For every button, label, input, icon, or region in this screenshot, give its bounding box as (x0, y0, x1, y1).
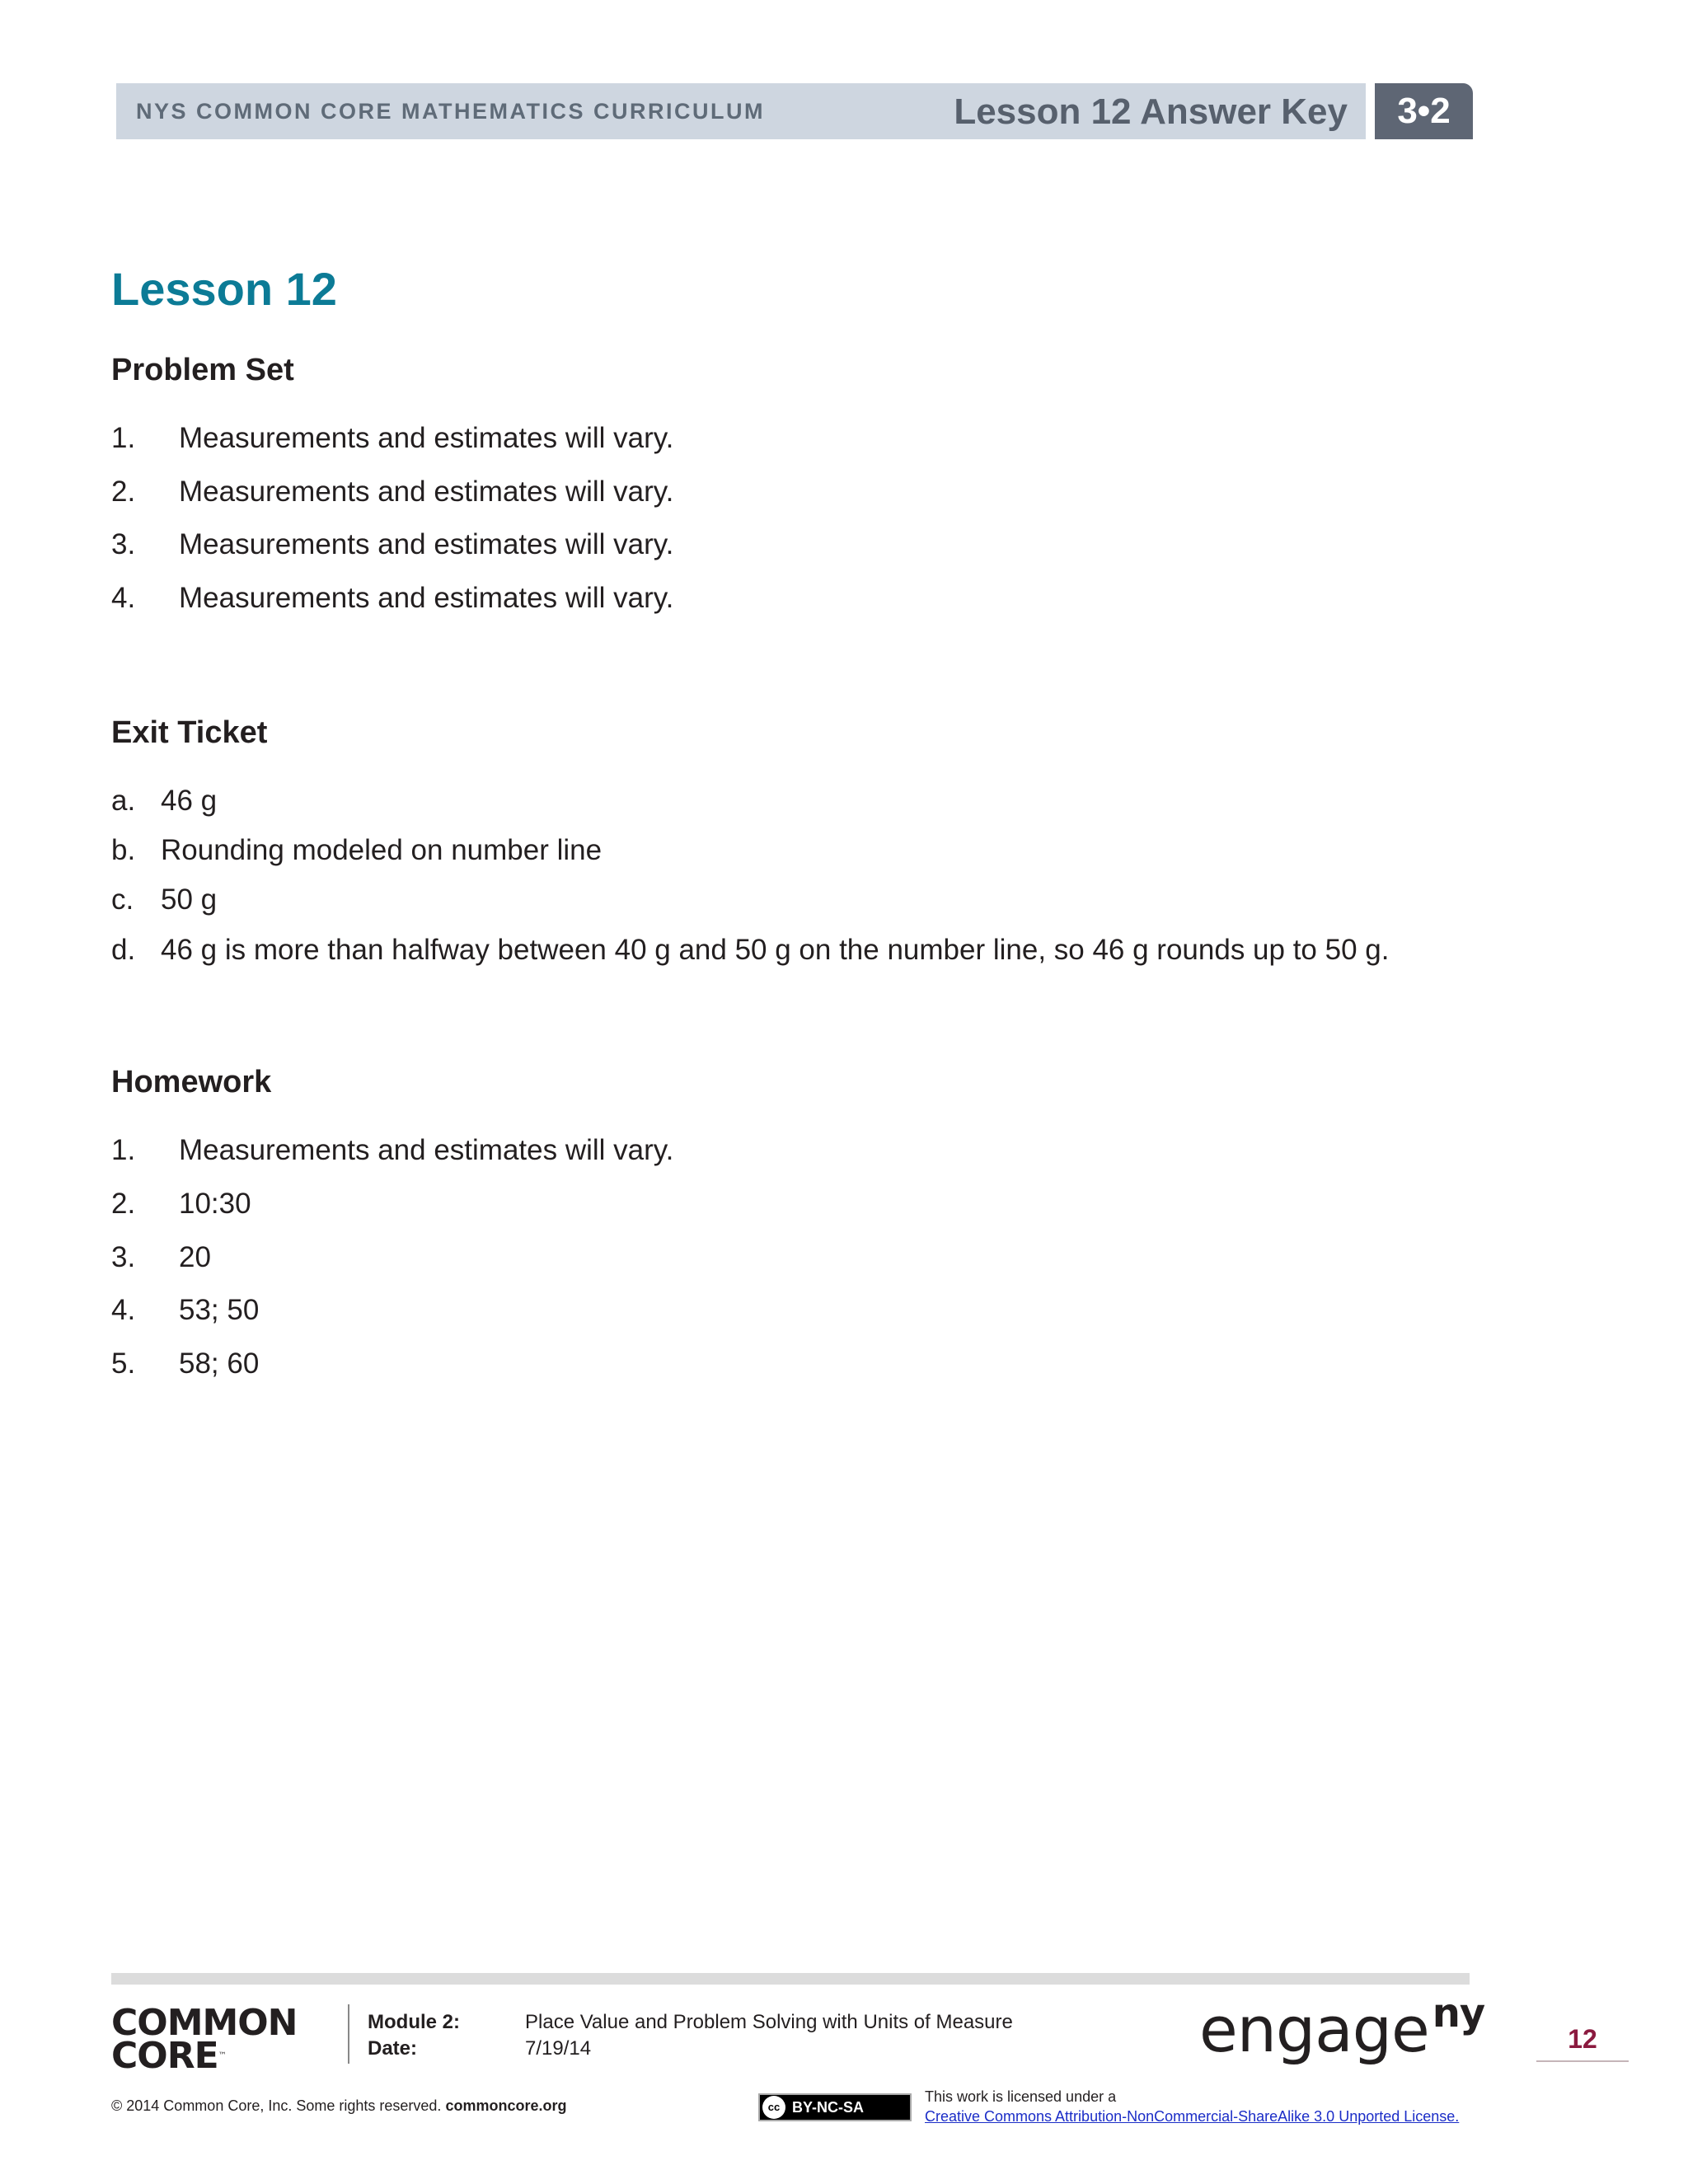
item-text: Measurements and estimates will vary. (179, 528, 674, 560)
item-number: 3. (111, 1241, 136, 1273)
item-text: Measurements and estimates will vary. (179, 476, 674, 508)
item-text: 58; 60 (179, 1347, 260, 1380)
homework-item (111, 1185, 251, 1223)
logo-word-core: CORE (111, 2035, 218, 2077)
page-number-rule (1536, 2060, 1629, 2062)
footer-rule (111, 1973, 1470, 1985)
logo-line-2 (111, 2035, 309, 2077)
lesson-answer-key-title: Lesson 12 Answer Key (954, 91, 1348, 132)
item-number: 1. (111, 422, 136, 454)
cc-badge-text: BY-NC-SA (792, 2098, 865, 2116)
trademark-mark: ™ (218, 2051, 226, 2060)
engageny-logo (1199, 1990, 1485, 2066)
homework-item (111, 1239, 211, 1277)
item-text: 10:30 (179, 1188, 251, 1220)
lesson-title: Lesson 12 (111, 263, 337, 315)
common-core-logo (111, 2002, 309, 2077)
item-number: 4. (111, 582, 136, 614)
grade-module-badge: 3•2 (1375, 83, 1473, 139)
problem-set-heading: Problem Set (111, 353, 294, 387)
item-text: Rounding modeled on number line (161, 834, 603, 866)
problem-set-item (111, 419, 673, 457)
problem-set-item (111, 473, 673, 511)
cc-license-badge (758, 2093, 912, 2121)
item-text: Measurements and estimates will vary. (179, 422, 674, 454)
item-text: 46 g (161, 785, 218, 817)
cc-icon: cc (762, 2096, 785, 2119)
problem-set-item (111, 579, 673, 617)
item-letter: b. (111, 834, 136, 866)
copyright-site: commoncore.org (445, 2097, 567, 2114)
homework-heading: Homework (111, 1065, 272, 1099)
homework-item (111, 1132, 673, 1169)
exit-ticket-item (111, 782, 217, 820)
exit-ticket-item (111, 881, 217, 919)
problem-set-item (111, 526, 673, 564)
item-text: 20 (179, 1241, 211, 1273)
item-text: 53; 50 (179, 1294, 260, 1326)
module-value: Place Value and Problem Solving with Units of Measure (525, 2011, 1013, 2033)
footer-divider (348, 2004, 349, 2064)
item-number: 2. (111, 1188, 136, 1220)
module-label: Module 2: (368, 2011, 460, 2033)
item-letter: c. (111, 883, 134, 916)
date-value: 7/19/14 (525, 2037, 592, 2060)
license-intro: This work is licensed under a (925, 2088, 1117, 2105)
exit-ticket-item (111, 832, 602, 869)
curriculum-title: NYS COMMON CORE MATHEMATICS CURRICULUM (136, 99, 765, 124)
exit-ticket-heading: Exit Ticket (111, 715, 268, 750)
engage-word: engage (1199, 1993, 1429, 2066)
ny-word: ny (1432, 1990, 1485, 2036)
item-text: Measurements and estimates will vary. (179, 1134, 674, 1166)
copyright-notice (111, 2097, 566, 2115)
item-number: 3. (111, 528, 136, 560)
license-link[interactable]: Creative Commons Attribution-NonCommercial-ShareAlike 3.0 Unported License. (925, 2108, 1460, 2125)
item-number: 1. (111, 1134, 136, 1166)
item-letter: d. (111, 934, 136, 966)
homework-item (111, 1345, 259, 1383)
item-text: Measurements and estimates will vary. (179, 582, 674, 614)
item-number: 2. (111, 476, 136, 508)
item-text: 50 g (161, 883, 218, 916)
copyright-text: © 2014 Common Core, Inc. Some rights reserved. (111, 2097, 442, 2114)
logo-line-1: COMMON (111, 2002, 298, 2044)
item-letter: a. (111, 785, 136, 817)
item-number: 5. (111, 1347, 136, 1380)
date-label: Date: (368, 2037, 418, 2060)
homework-item (111, 1291, 259, 1329)
page-number: 12 (1568, 2024, 1597, 2054)
item-text: 46 g is more than halfway between 40 g and 50 g on the number line, so 46 g rounds up to 50 g. (161, 934, 1390, 966)
item-number: 4. (111, 1294, 136, 1326)
exit-ticket-item (111, 931, 1389, 969)
